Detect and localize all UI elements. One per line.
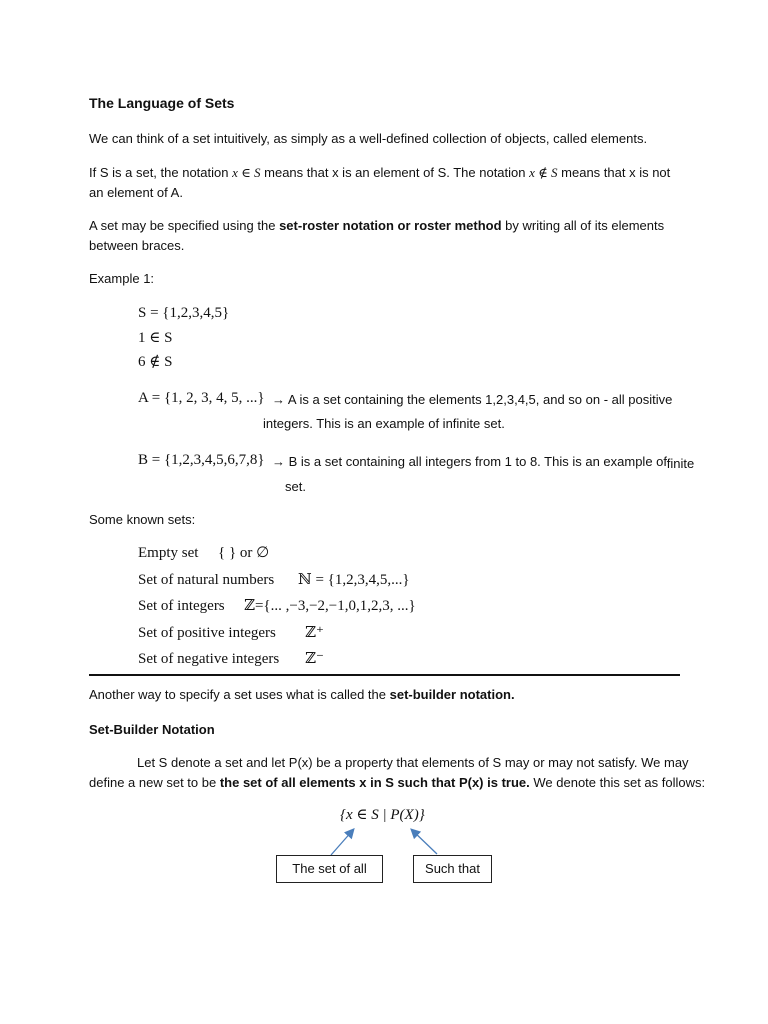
example-a-definition: A = {1, 2, 3, 4, 5, ...}: [138, 390, 265, 406]
example-b-finite: finite: [666, 456, 695, 471]
label-box-such-that: Such that: [413, 855, 492, 883]
notation-math-in: x ∈ S: [232, 165, 261, 180]
another-way-text: Another way to specify a set uses what is called the: [89, 687, 386, 702]
setbuilder-formula: {x ∈ S | P(X)}: [340, 807, 425, 823]
known-set-symbol-empty: { } or ∅: [218, 545, 270, 561]
example-b-description-2: set.: [285, 479, 306, 494]
roster-text-1: A set may be specified using the: [89, 218, 276, 233]
notation-text-4: an element of A.: [89, 185, 183, 200]
known-set-name-positive: Set of positive integers: [138, 625, 276, 641]
known-set-symbol-natural: ℕ = {1,2,3,4,5,...}: [298, 572, 410, 588]
another-way-bold: set-builder notation.: [389, 687, 515, 702]
notation-text-2: means that x is an element of S. The notation: [264, 165, 526, 180]
example-b-definition: B = {1,2,3,4,5,6,7,8}: [138, 452, 265, 468]
roster-text-2: by writing all of its elements: [505, 218, 665, 233]
setbuilder-text-1: Let S denote a set and let P(x) be a property that elements of S may or may not satisfy. We may: [137, 755, 689, 770]
setbuilder-text-3: We denote this set as follows:: [533, 775, 706, 790]
example-s-definition: S = {1,2,3,4,5}: [138, 305, 230, 321]
label-box-set-of-all: The set of all: [276, 855, 383, 883]
example-one-in-s: 1 ∈ S: [138, 330, 173, 346]
notation-math-notin: x ∉ S: [529, 165, 558, 180]
arrow-such-that: [412, 830, 437, 854]
roster-bold-term: set-roster notation or roster method: [279, 218, 502, 233]
setbuilder-heading: Set-Builder Notation: [89, 722, 215, 737]
setbuilder-bold: the set of all elements x in S such that P(x) is true.: [219, 775, 530, 790]
notation-text-1: If S is a set, the notation: [89, 165, 229, 180]
example-b-text: → B is a set containing all integers from 1 to 8. This is an example of: [272, 454, 667, 469]
known-set-name-empty: Empty set: [138, 545, 199, 561]
arrow-set-of-all: [331, 830, 353, 855]
known-set-symbol-positive: ℤ⁺: [305, 625, 324, 641]
page-title: The Language of Sets: [89, 95, 235, 111]
example-a-description-2: integers. This is an example of infinite set.: [263, 416, 505, 431]
notation-text-3: means that x is not: [561, 165, 671, 180]
example-six-notin-s: 6 ∉ S: [138, 354, 173, 370]
intro-paragraph: We can think of a set intuitively, as simply as a well-defined collection of objects, called elements.: [89, 131, 648, 146]
roster-text-3: between braces.: [89, 238, 185, 253]
known-set-name-natural: Set of natural numbers: [138, 572, 275, 588]
known-sets-label: Some known sets:: [89, 512, 196, 527]
example-a-description-1: → A is a set containing the elements 1,2,3,4,5, and so on - all positive: [272, 392, 673, 407]
known-set-name-integers: Set of integers: [138, 598, 225, 614]
known-set-name-negative: Set of negative integers: [138, 651, 280, 667]
example-label: Example 1:: [89, 271, 155, 286]
known-set-symbol-negative: ℤ⁻: [305, 651, 324, 667]
setbuilder-text-2: define a new set to be: [89, 775, 217, 790]
known-set-symbol-integers: ℤ={... ,−3,−2,−1,0,1,2,3, ...}: [244, 598, 416, 614]
